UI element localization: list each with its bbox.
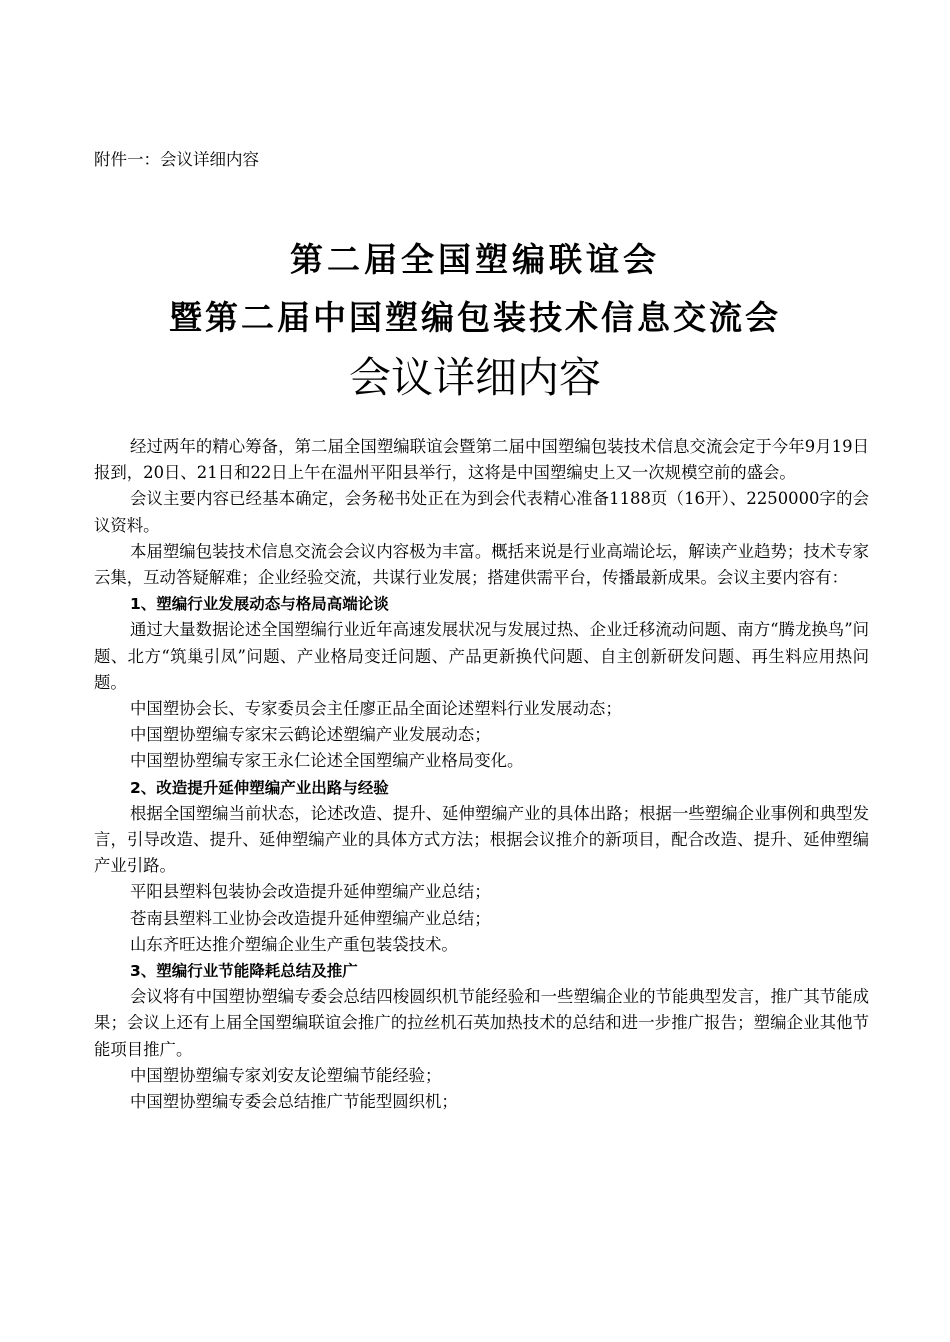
document-title-line-3: 会议详细内容 <box>348 353 601 402</box>
body-paragraph: 根据全国塑编当前状态，论述改造、提升、延伸塑编产业的具体出路；根据一些塑编企业事例和典型发言，引导改造、提升、延伸塑编产业的具体方式方法；根据会议推介的新项目，配合改造、提升、延伸塑编产业引路。 <box>94 803 869 876</box>
list-item: 平阳县塑料包装协会改造提升延伸塑编产业总结； <box>130 882 491 902</box>
list-item: 中国塑协塑编专家刘安友论塑编节能经验； <box>130 1065 442 1085</box>
attachment-label: 附件一：会议详细内容 <box>94 150 259 169</box>
body-paragraph: 经过两年的精心筹备，第二届全国塑编联谊会暨第二届中国塑编包装技术信息交流会定于今年9月19日报到，20日、21日和22日上午在温州平阳县举行，这将是中国塑编史上又一次规模空前的盛会。 <box>94 437 869 483</box>
document-body <box>94 434 869 1115</box>
body-paragraph: 通过大量数据论述全国塑编行业近年高速发展状况与发展过热、企业迁移流动问题、南方“腾龙换鸟”问题、北方“筑巢引凤”问题、产业格局变迁问题、产品更新换代问题、自主创新研发问题、再生料应用热问题。 <box>94 620 869 692</box>
section-heading: 3、塑编行业节能降耗总结及推广 <box>130 962 358 981</box>
list-item: 中国塑协会长、专家委员会主任廖正品全面论述塑料行业发展动态； <box>130 699 622 719</box>
document-title-line-1: 第二届全国塑编联谊会 <box>290 240 660 279</box>
body-paragraph: 本届塑编包装技术信息交流会会议内容极为丰富。概括来说是行业高端论坛，解读产业趋势；技术专家云集，互动答疑解难；企业经验交流，共谋行业发展；搭建供需平台，传播最新成果。会议主要内容有： <box>94 541 869 588</box>
section-heading: 2、改造提升延伸塑编产业出路与经验 <box>130 778 389 797</box>
list-item: 中国塑协塑编专家宋云鹤论述塑编产业发展动态； <box>130 725 491 745</box>
list-item: 中国塑协塑编专委会总结推广节能型圆织机； <box>130 1092 458 1112</box>
body-paragraph: 会议将有中国塑协塑编专委会总结四梭圆织机节能经验和一些塑编企业的节能典型发言，推广其节能成果；会议上还有上届全国塑编联谊会推广的拉丝机石英加热技术的总结和进一步推广报告；塑编企业其他节能项目推广。 <box>94 987 869 1059</box>
document-title-line-2: 暨第二届中国塑编包装技术信息交流会 <box>169 298 781 337</box>
body-paragraph: 会议主要内容已经基本确定，会务秘书处正在为到会代表精心准备1188页（16开）、2250000字的会议资料。 <box>94 489 869 535</box>
list-item: 山东齐旺达推介塑编企业生产重包装袋技术。 <box>130 934 458 954</box>
list-item: 苍南县塑料工业协会改造提升延伸塑编产业总结； <box>130 908 491 928</box>
section-heading: 1、塑编行业发展动态与格局高端论谈 <box>130 595 389 614</box>
list-item: 中国塑协塑编专家王永仁论述全国塑编产业格局变化。 <box>130 751 524 771</box>
